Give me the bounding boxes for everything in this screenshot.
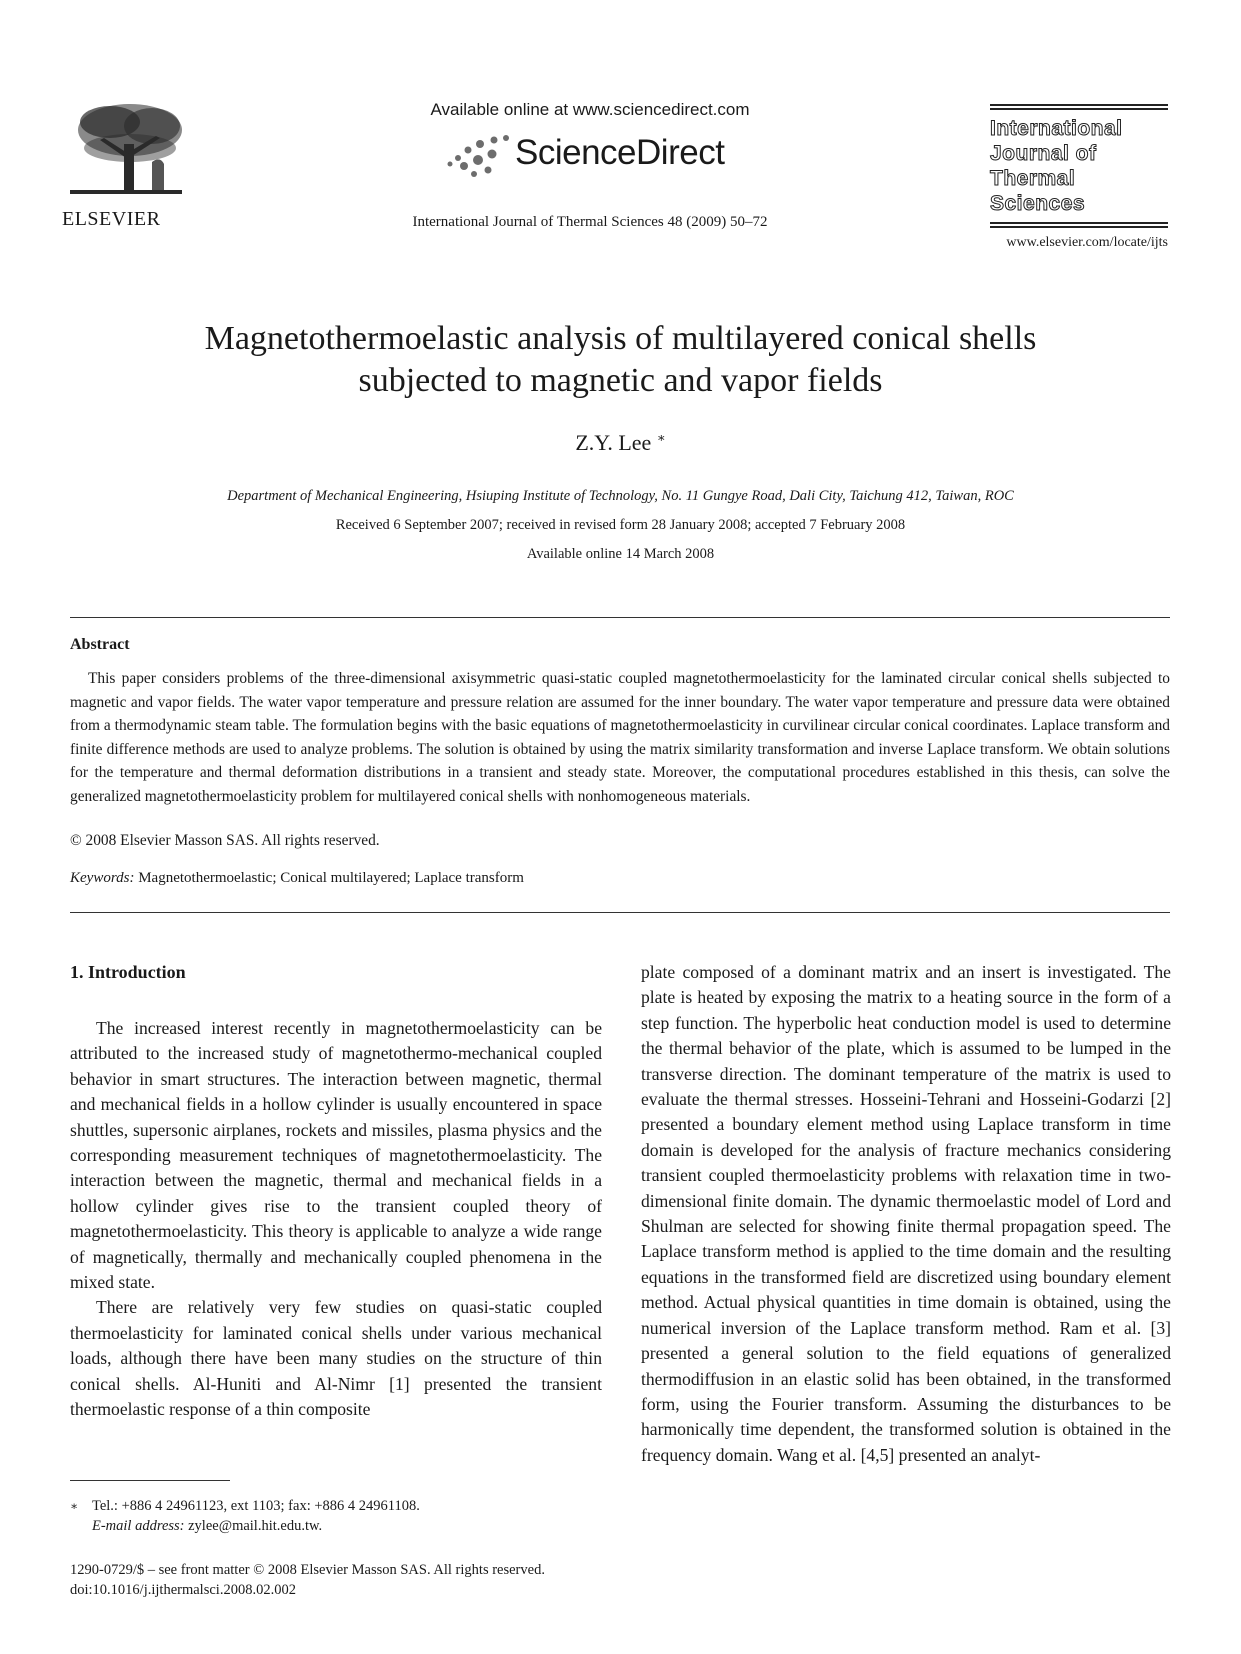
right-column [641, 960, 1171, 1468]
footnote-mark: ∗ [70, 1499, 79, 1513]
article-title [100, 318, 1141, 402]
email-address: zylee@mail.hit.edu.tw. [188, 1518, 323, 1534]
publisher-name: ELSEVIER [62, 208, 161, 230]
divider [990, 226, 1168, 228]
keywords [70, 870, 524, 887]
article-title-line: subjected to magnetic and vapor fields [358, 362, 883, 399]
divider [70, 912, 1170, 913]
affiliation: Department of Mechanical Engineering, Hsiuping Institute of Technology, No. 11 Gungye Road, Dali City, Taichung 412, Taiwan, ROC [227, 488, 1014, 504]
author-name: Z.Y. Lee [575, 430, 652, 455]
email-label: E-mail address: [92, 1518, 185, 1534]
abstract-heading: Abstract [70, 636, 130, 653]
journal-url: www.elsevier.com/locate/ijts [1006, 235, 1168, 250]
divider [990, 108, 1168, 110]
footnote [70, 1496, 420, 1536]
journal-name-line: International [990, 117, 1123, 140]
footnote-divider [70, 1480, 230, 1481]
journal-title-box [990, 102, 1168, 230]
journal-name-line: Thermal [990, 167, 1076, 190]
author-footnote-mark: ∗ [656, 430, 666, 445]
abstract-text: This paper considers problems of the three-dimensional axisymmetric quasi-static coupled magnetothermoelasticity for the laminated circular conical shells subjected to magnetic and vapor fields. The water vapor temperature and pressure relation are assumed for the inner boundary. The water vapor temperature and pressure data were obtained from a thermodynamic steam table. The formulation begins with the basic equations of magnetothermoelasticity in curvilinear circular conical coordinates. Laplace transform and finite difference methods are used to analyze problems. The solution is obtained by using the matrix similarity transformation and inverse Laplace transform. We obtain solutions for the temperature and thermal deformation distributions in a transient and steady state. Moreover, the computational procedures established in this thesis, can solve the generalized magnetothermoelasticity problem for multilayered conical shells with nonhomogeneous materials. [70, 670, 1170, 805]
left-column [70, 1016, 602, 1423]
divider [990, 104, 1168, 106]
sciencedirect-wordmark: ScienceDirect [515, 133, 725, 172]
journal-name-line: Journal of [990, 142, 1097, 165]
journal-citation: International Journal of Thermal Sciences 48 (2009) 50–72 [412, 214, 768, 230]
paragraph: plate composed of a dominant matrix and an insert is investigated. The plate is heated by exposing the matrix to a heating source in the form of a step function. The hyperbolic heat conduction model is used to determine the thermal behavior of the plate, which is assumed to be lumped in the transverse direction. The dominant temperature of the matrix is used to evaluate the thermal stresses. Hosseini-Tehrani and Hosseini-Godarzi [2] presented a boundary element method using Laplace transform in time domain is developed for the analysis of fracture mechanics considering transient coupled thermoelasticity problems with relaxation time in two-dimensional finite domain. The dynamic thermoelastic model of Lord and Shulman are selected for showing finite thermal propagation speed. The Laplace transform method is applied to the time domain and the resulting equations in the transformed field are discretized using boundary element method. Actual physical quantities in time domain is obtained, using the numerical inversion of the Laplace transform method. Ram et al. [3] presented a general solution to the field equations of generalized thermodiffusion in an elastic solid has been obtained, in the transformed form, using the Fourier transform. Assuming the disturbances to be harmonically time dependent, the transformed solution is obtained in the frequency domain. Wang et al. [4,5] presented an analyt- [641, 962, 1171, 1465]
journal-name [990, 112, 1168, 220]
paragraph: The increased interest recently in magnetothermoelasticity can be attributed to the increased study of magnetothermo-mechanical coupled behavior in smart structures. The interaction between magnetic, thermal and mechanical fields in a hollow cylinder is usually encountered in space shuttles, supersonic airplanes, rockets and missiles, plasma physics and the corresponding measurement techniques of magnetothermoelasticity. The interaction between the magnetic, thermal and mechanical fields in a hollow cylinder gives rise to the transient coupled theory of magnetothermoelasticity. This theory is applicable to analyze a wide range of magnetically, thermally and mechanically coupled phenomena in the mixed state. [70, 1018, 602, 1293]
front-matter-footer [70, 1560, 545, 1600]
journal-name-line: Sciences [990, 192, 1086, 215]
keywords-list: Magnetothermoelastic; Conical multilayered; Laplace transform [138, 870, 524, 886]
doi-line: doi:10.1016/j.ijthermalsci.2008.02.002 [70, 1582, 296, 1598]
keywords-label: Keywords: [70, 870, 135, 886]
received-dates: Received 6 September 2007; received in revised form 28 January 2008; accepted 7 February 2008 [335, 517, 906, 533]
divider [990, 222, 1168, 224]
article-title-line: Magnetothermoelastic analysis of multilayered conical shells [204, 320, 1037, 357]
abstract-copyright: © 2008 Elsevier Masson SAS. All rights reserved. [70, 832, 380, 849]
divider [70, 617, 1170, 618]
issn-line: 1290-0729/$ – see front matter © 2008 Elsevier Masson SAS. All rights reserved. [70, 1562, 545, 1578]
available-online-date: Available online 14 March 2008 [526, 546, 715, 562]
section-heading: 1. Introduction [70, 962, 186, 982]
paragraph: There are relatively very few studies on quasi-static coupled thermoelasticity for laminated conical shells under various mechanical loads, although there have been many studies on the structure of thin conical shells. Al-Huniti and Al-Nimr [1] presented the transient thermoelastic response of a thin composite [70, 1297, 602, 1420]
footnote-contact: Tel.: +886 4 24961123, ext 1103; fax: +886 4 24961108. [92, 1498, 420, 1514]
available-online-text: Available online at www.sciencedirect.com [430, 100, 750, 119]
author [100, 430, 1141, 456]
